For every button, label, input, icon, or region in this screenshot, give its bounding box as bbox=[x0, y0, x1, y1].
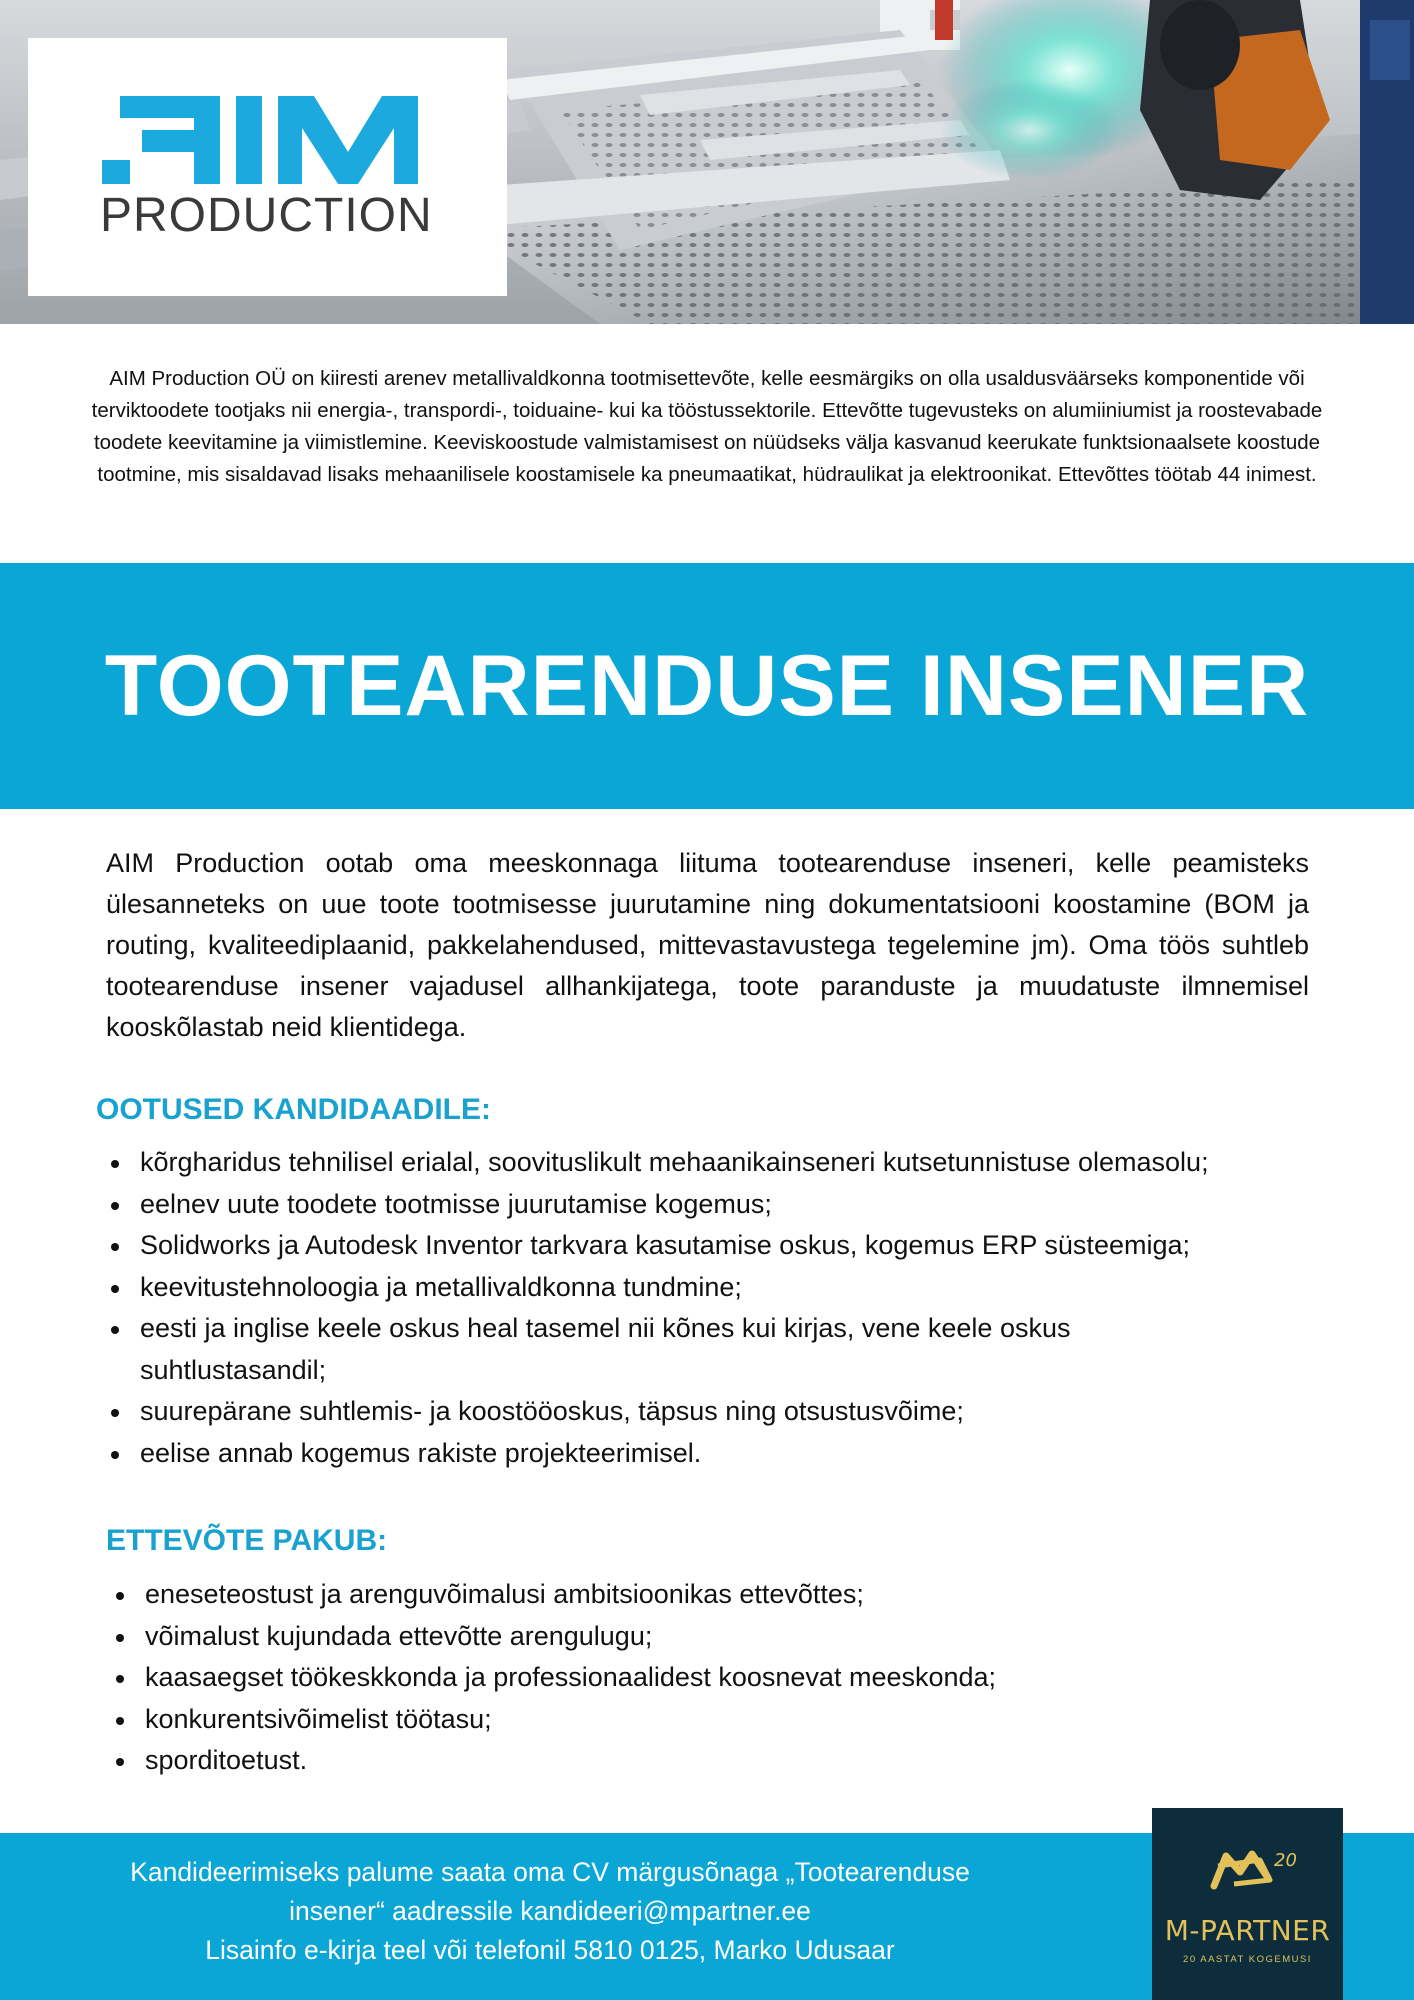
offers-heading: ETTEVÕTE PAKUB: bbox=[106, 1524, 388, 1557]
list-item: suurepärane suhtlemis- ja koostööoskus, täpsus ning otsustusvõime; bbox=[106, 1391, 1336, 1433]
logo-wordmark: PRODUCTION bbox=[100, 189, 433, 242]
list-item: sporditoetust. bbox=[111, 1740, 1311, 1782]
company-intro: AIM Production OÜ on kiiresti arenev metallivaldkonna tootmisettevõte, kelle eesmärgiks on olla usaldusväärseks komponentide või terviktoodete tootjaks nii energia-, transpordi-, toiduaine- kui ka tööstussektorile. Ettevõtte tugevusteks on alumiiniumist ja roostevabade toodete keevitamine ja viimistlemine. Keeviskoostude valmistamisest on nüüdseks välja kasvanud keerukate funktsionaalsete koostude tootmine, mis sisaldavad lisaks mehaanilisele koostamisele ka pneumaatikat, hüdraulikat ja elektroonikat. Ettevõttes töötab 44 inimest. bbox=[91, 367, 1323, 486]
list-item: Solidworks ja Autodesk Inventor tarkvara kasutamise oskus, kogemus ERP süsteemiga; bbox=[106, 1225, 1336, 1267]
hero-photo bbox=[0, 0, 1414, 324]
offers-list bbox=[111, 1574, 1311, 1782]
m-partner-mark bbox=[1152, 1808, 1343, 1908]
contact-line-2: insener“ aadressile kandideeri@mpartner.ee bbox=[289, 1896, 811, 1926]
list-item: eelise annab kogemus rakiste projekteerimisel. bbox=[106, 1433, 1336, 1475]
job-title: TOOTEARENDUSE INSENER bbox=[104, 637, 1310, 734]
aim-logo-mark bbox=[102, 94, 446, 186]
list-item: konkurentsivõimelist töötasu; bbox=[111, 1699, 1311, 1741]
list-item: eneseteostust ja arenguvõimalusi ambitsioonikas ettevõttes; bbox=[111, 1574, 1311, 1616]
contact-line-3: Lisainfo e-kirja teel või telefonil 5810 0125, Marko Udusaar bbox=[205, 1935, 895, 1965]
list-item: eelnev uute toodete tootmisse juurutamise kogemus; bbox=[106, 1184, 1336, 1226]
aim-production-logo bbox=[28, 38, 507, 296]
contact-info bbox=[60, 1853, 1040, 1970]
expectations-list bbox=[106, 1142, 1336, 1474]
list-item: kõrgharidus tehnilisel erialal, soovituslikult mehaanikainseneri kutsetunnistuse olemasolu; bbox=[106, 1142, 1336, 1184]
job-description: AIM Production ootab oma meeskonnaga liituma tootearenduse inseneri, kelle peamisteks ülesanneteks on uue toote tootmisesse juurutamine ning dokumentatsiooni koostamine (BOM ja routing, kvaliteediplaanid, pakkelahendused, mittevastavustega tegelemine jm). Oma töös suhtleb tootearenduse insener vajadusel allhankijatega, toote paranduste ja muudatuste ilmnemisel kooskõlastab neid klientidega. bbox=[106, 848, 1309, 1042]
m-partner-name: M-PARTNER bbox=[1164, 1914, 1331, 1947]
expectations-heading: OOTUSED KANDIDAADILE: bbox=[96, 1093, 491, 1126]
list-item: kaasaegset töökeskkonda ja professionaalidest koosnevat meeskonda; bbox=[111, 1657, 1311, 1699]
anniversary-badge: 20 bbox=[1274, 1850, 1297, 1871]
m-partner-tagline: 20 AASTAT KOGEMUSI bbox=[1183, 1954, 1312, 1965]
job-title-band bbox=[0, 563, 1414, 809]
list-item: keevitustehnoloogia ja metallivaldkonna tundmine; bbox=[106, 1267, 1336, 1309]
m-partner-logo bbox=[1152, 1808, 1343, 2000]
list-item: eesti ja inglise keele oskus heal tasemel nii kõnes kui kirjas, vene keele oskus suhtlustasandil; bbox=[106, 1308, 1336, 1391]
list-item: võimalust kujundada ettevõtte arengulugu; bbox=[111, 1616, 1311, 1658]
contact-line-1: Kandideerimiseks palume saata oma CV märgusõnaga „Tootearenduse bbox=[130, 1857, 970, 1887]
